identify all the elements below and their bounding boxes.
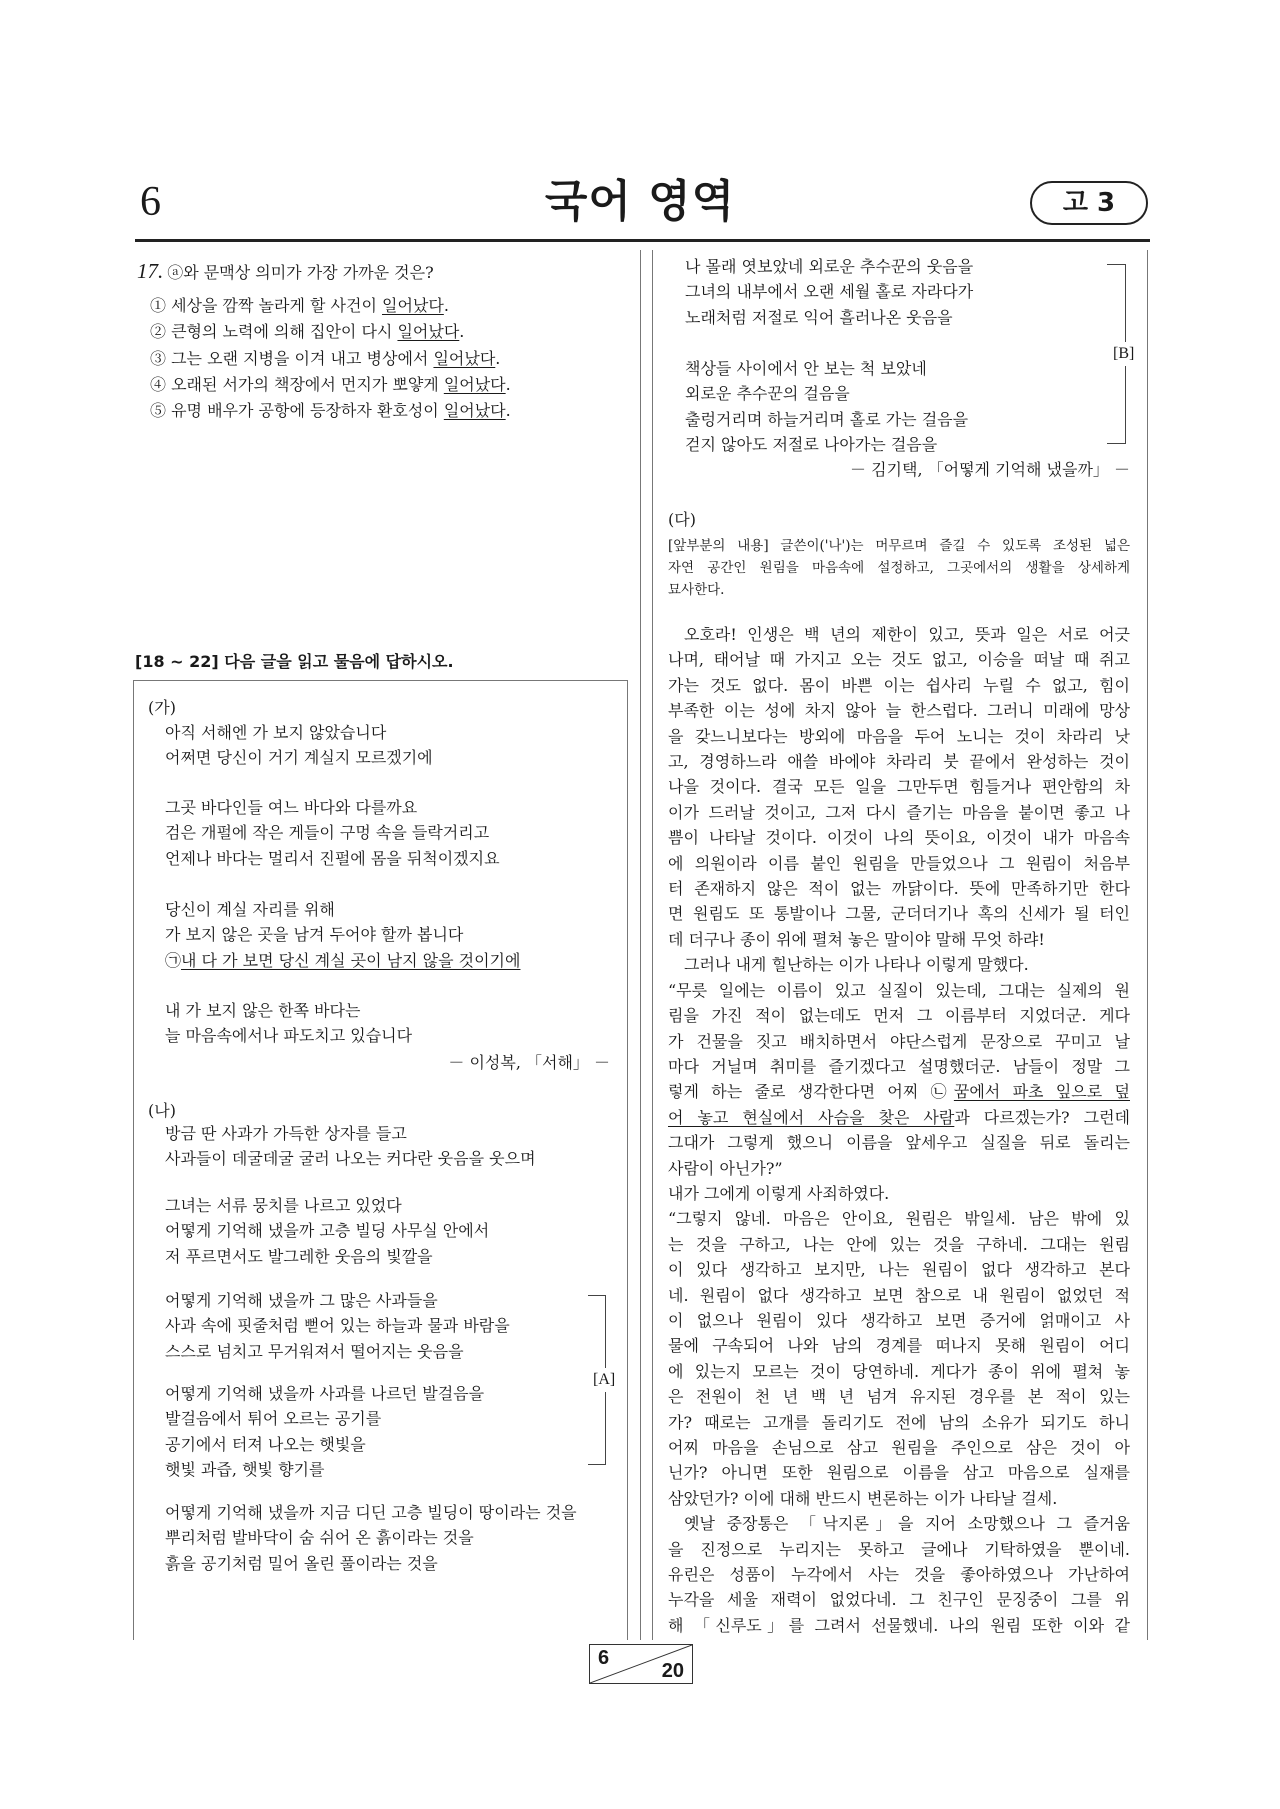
poem-line xyxy=(165,948,520,973)
prose-line: 을 진정으로 누리지는 못하고 글에나 기탁하였을 뿐이네. xyxy=(668,1539,1130,1559)
stanza xyxy=(165,1121,536,1172)
stanza xyxy=(165,720,433,771)
attribution: － 김기택, 「어떻게 기억해 냈을까」 － xyxy=(850,460,1130,479)
prose-line: 옛날 중장통은 「낙지론」을 지어 소망했으나 그 즐거움 xyxy=(684,1514,1130,1534)
poem-line: 사과 속에 핏줄처럼 뻗어 있는 하늘과 물과 바람을 xyxy=(165,1316,510,1336)
poem-line: 공기에서 터져 나오는 햇빛을 xyxy=(165,1434,366,1454)
text: 과 다르겠는가? 그런데 xyxy=(954,1107,1130,1127)
summary-line: 묘사한다. xyxy=(668,582,725,598)
prose-line: 는 것을 구하고, 나는 안에 있는 것을 구하네. 그대는 원림 xyxy=(668,1234,1130,1254)
stanza xyxy=(165,998,412,1049)
text: ④ 오래된 서가의 책장에서 먼지가 뽀얗게 xyxy=(150,374,444,394)
poem-line: 나 몰래 엿보았네 외로운 추수꾼의 웃음을 xyxy=(685,257,974,276)
bracket-b-label: [B] xyxy=(1113,342,1134,366)
poem-line: 스스로 넘치고 무거워져서 떨어지는 웃음을 xyxy=(165,1341,464,1361)
prose-line: 그러나 내게 힐난하는 이가 나타나 이렇게 말했다. xyxy=(684,955,1029,975)
prose-line: 나며, 태어날 때 가지고 오는 것도 없고, 이승을 떠날 때 쥐고 xyxy=(668,650,1130,670)
prose-line xyxy=(668,1105,1130,1130)
prose-line: 이 없으나 원림이 있다 생각하고 보면 증거에 얽매이고 사 xyxy=(668,1310,1130,1330)
poem-line: 저 푸르면서도 발그레한 웃음의 빛깔을 xyxy=(165,1246,433,1266)
stanza xyxy=(685,356,968,457)
poem-line: 어쩌면 당신이 거기 계실지 모르겠기에 xyxy=(165,748,433,768)
question-prompt: ⓐ와 문맥상 의미가 가장 가까운 것은? xyxy=(167,263,434,282)
prose-line: 쁨이 나타날 것이다. 이것이 나의 뜻이요, 이것이 내가 마음속 xyxy=(668,828,1130,848)
stanza xyxy=(165,1193,489,1269)
prose-line: “무릇 일에는 이름이 있고 실질이 있는데, 그대는 실제의 원 xyxy=(668,980,1130,1000)
poem-line: 그곳 바다인들 여느 바다와 다를까요 xyxy=(165,798,418,817)
stanza xyxy=(165,1381,484,1482)
poem-line: 출렁거리며 하늘거리며 홀로 가는 걸음을 xyxy=(685,409,969,429)
question-17 xyxy=(137,258,434,286)
text: . xyxy=(443,296,449,315)
poem-line: 햇빛 과즙, 햇빛 향기를 xyxy=(165,1459,325,1479)
prose-line: 삼았던가? 이에 대해 반드시 변론하는 이가 나타날 걸세. xyxy=(668,1488,1058,1508)
prose-line: 가 건물을 짓고 배치하면서 야단스럽게 문장으로 꾸미고 날 xyxy=(668,1031,1130,1051)
poem-line: 어떻게 기억해 냈을까 사과를 나르던 발걸음을 xyxy=(165,1384,485,1403)
underlined-text: 일어났다 xyxy=(433,348,496,368)
left-box-left-border xyxy=(133,680,134,1640)
poem-line: 책상들 사이에서 안 보는 척 보았네 xyxy=(685,359,927,378)
prose-line: 을 갖느니보다는 방외에 마음을 두어 노니는 것이 차라리 낫 xyxy=(668,726,1130,746)
underlined-text: 일어났다 xyxy=(443,374,506,394)
underlined-text: 꿈에서 파초 잎으로 덮 xyxy=(953,1082,1130,1102)
text: ⑤ 유명 배우가 공항에 등장하자 환호성이 xyxy=(150,401,444,421)
poem-line: 어떻게 기억해 냈을까 고층 빌딩 사무실 안에서 xyxy=(165,1221,490,1241)
grade-badge: 고 3 xyxy=(1030,181,1148,225)
page-title: 국어 영역 xyxy=(544,176,736,227)
summary-line: [앞부분의 내용] 글쓴이('나')는 머무르며 즐길 수 있도록 조성된 넓은 xyxy=(668,538,1130,554)
header-rule xyxy=(135,239,1150,242)
prose-line: 물에 구속되어 나와 남의 경계를 떠나지 못해 원림이 어디 xyxy=(668,1336,1130,1356)
text: ㉠ xyxy=(165,950,182,970)
prose-line: 고, 경영하느라 애쓸 바에야 차라리 붓 끝에서 완성하는 것이 xyxy=(668,752,1130,772)
poem-line: 노래처럼 저절로 익어 흘러나온 웃음을 xyxy=(685,307,953,327)
prose-line: 나을 것이다. 결국 모든 일을 그만두면 힘들거나 편안함의 차 xyxy=(668,777,1130,797)
poem-line: 뿌리처럼 발바닥이 숨 쉬어 온 흙이라는 것을 xyxy=(165,1528,474,1548)
stanza xyxy=(165,1500,577,1576)
prose-line: 가? 때로는 고개를 돌리기도 전에 남의 소유가 되기도 하니 xyxy=(668,1412,1130,1432)
passage-prose xyxy=(668,622,1130,1638)
text: ③ 그는 오랜 지병을 이겨 내고 병상에서 xyxy=(150,348,434,368)
poem-line: 어떻게 기억해 냈을까 지금 디딘 고층 빌딩이 땅이라는 것을 xyxy=(165,1503,577,1522)
poem-line: 아직 서해엔 가 보지 않았습니다 xyxy=(165,723,387,742)
passage-da-label: (다) xyxy=(668,510,696,529)
passage-na-label: (나) xyxy=(148,1101,176,1120)
prose-line: 터 존재하지 않은 적이 없는 까닭이다. 뜻에 만족하기만 한다 xyxy=(668,879,1130,899)
text: . xyxy=(459,322,465,342)
stanza xyxy=(165,795,500,871)
prose-line: 에 의원이라 이름 붙인 원림을 만들었으나 그 원림이 처음부 xyxy=(668,853,1130,873)
stanza xyxy=(165,897,520,973)
passage-ga-label: (가) xyxy=(148,698,176,717)
column-divider xyxy=(640,250,641,1640)
stanza xyxy=(685,254,973,330)
question-set-heading: [18 ~ 22] 다음 글을 읽고 물음에 답하시오. xyxy=(135,652,454,671)
prose-line: 이가 드러날 것이고, 그저 다시 즐기는 마음을 붙이면 좋고 나 xyxy=(668,802,1130,822)
poem-line: 늘 마음속에서나 파도치고 있습니다 xyxy=(165,1026,413,1046)
prose-line: 내가 그에게 이렇게 사죄하였다. xyxy=(668,1183,890,1203)
poem-line: 외로운 추수꾼의 걸음을 xyxy=(685,384,850,404)
text: ① 세상을 깜짝 놀라게 할 사건이 xyxy=(150,296,382,315)
answer-option xyxy=(150,319,511,345)
poem-line: 당신이 계실 자리를 위해 xyxy=(165,900,335,919)
poem-line: 검은 개펄에 작은 게들이 구멍 속을 들락거리고 xyxy=(165,823,490,843)
prose-line: 마다 거닐며 취미를 즐기겠다고 설명했더군. 남들이 정말 그 xyxy=(668,1056,1130,1076)
answer-option xyxy=(150,293,511,319)
text: 렇게 하는 줄로 생각한다면 어찌 ㉡ xyxy=(668,1082,954,1102)
prose-line: 은 전원이 천 년 백 년 넘겨 유지된 경우를 본 적이 있는 xyxy=(668,1387,1130,1407)
left-box-top-border xyxy=(133,680,628,681)
poem-line: 걷지 않아도 저절로 나아가는 걸음을 xyxy=(685,434,938,454)
text: . xyxy=(495,348,501,368)
poem-line: 내 가 보지 않은 한쪽 바다는 xyxy=(165,1001,361,1020)
poem-line: 그녀는 서류 뭉치를 나르고 있었다 xyxy=(165,1196,402,1215)
attribution: － 이성복, 「서해」 － xyxy=(448,1053,610,1072)
prose-line: 네. 원림이 없다 생각하고 보면 참으로 내 원림이 없었던 적 xyxy=(668,1285,1130,1305)
left-box-right-border xyxy=(627,680,628,1640)
prose-line: 어찌 마음을 손님으로 삼고 원림을 주인으로 삼은 것이 아 xyxy=(668,1438,1130,1457)
prose-line: 림을 가진 적이 없는데도 먼저 그 이름부터 지었더군. 게다 xyxy=(668,1006,1130,1026)
question-number: 17. xyxy=(137,259,164,283)
text: . xyxy=(505,374,511,394)
answer-option xyxy=(150,372,511,398)
underlined-text: 어 놓고 현실에서 사슴을 찾은 사람 xyxy=(668,1107,955,1127)
prose-line: 유린은 성품이 누각에서 사는 것을 좋아하였으나 가난하여 xyxy=(668,1565,1130,1585)
page-indicator xyxy=(589,1644,693,1684)
poem-line: 방금 딴 사과가 가득한 상자를 들고 xyxy=(165,1124,407,1143)
current-page: 6 xyxy=(598,1647,610,1669)
prose-line: 그대가 그렇게 했으니 이름을 앞세우고 실질을 뒤로 돌리는 xyxy=(668,1133,1130,1153)
prose-line: 사람이 아닌가?” xyxy=(668,1158,783,1178)
prose-line: 에 있는지 모르는 것이 당연하네. 게다가 종이 위에 펼쳐 놓 xyxy=(668,1361,1130,1381)
prose-line: 오호라! 인생은 백 년의 제한이 있고, 뜻과 일은 서로 어긋 xyxy=(684,625,1130,644)
prose-line: 면 원림도 또 통발이나 그물, 군더더기나 혹의 신세가 될 터인 xyxy=(668,904,1130,924)
answer-option xyxy=(150,346,511,372)
poem-line: 어떻게 기억해 냈을까 그 많은 사과들을 xyxy=(165,1291,438,1310)
prose-line: 가는 것도 없다. 몸이 바쁜 이는 쉽사리 누릴 수 없고, 힘이 xyxy=(668,675,1130,695)
bracket-a-label: [A] xyxy=(593,1368,615,1392)
poem-line: 가 보지 않은 곳을 남겨 두어야 할까 봅니다 xyxy=(165,925,464,945)
poem-line: 발걸음에서 튀어 오르는 공기를 xyxy=(165,1409,382,1429)
prose-line: 닌가? 아니면 또한 원림으로 이름을 삼고 마음으로 실재를 xyxy=(668,1463,1130,1483)
answer-option xyxy=(150,398,511,424)
total-pages: 20 xyxy=(661,1660,684,1682)
prose-line: 부족한 이는 성에 차지 않아 늘 한스럽다. 그러니 미래에 망상 xyxy=(668,701,1130,721)
stanza xyxy=(165,1288,510,1364)
poem-line: 사과들이 데굴데굴 굴러 나오는 커다란 웃음을 웃으며 xyxy=(165,1149,536,1169)
page-number: 6 xyxy=(140,179,161,225)
poem-line: 그녀의 내부에서 오랜 세월 홀로 자라다가 xyxy=(685,282,974,302)
prose-line: 이 있다 생각하고 보지만, 나는 원림이 없다 생각하고 본다 xyxy=(668,1260,1130,1280)
underlined-text: 일어났다 xyxy=(382,296,444,315)
summary-line: 자연 공간인 원림을 마음속에 설정하고, 그곳에서의 생활을 상세하게 xyxy=(668,560,1130,576)
right-box-left-border xyxy=(652,250,653,1640)
prose-line: 데 더구나 종이 위에 펼쳐 놓은 말이야 말해 무엇 하랴! xyxy=(668,929,1045,949)
underlined-text: 내 다 가 보면 당신 계실 곳이 남지 않을 것이기에 xyxy=(181,950,521,970)
poem-line: 흙을 공기처럼 밀어 올린 풀이라는 것을 xyxy=(165,1553,438,1573)
underlined-text: 일어났다 xyxy=(397,322,460,342)
right-box-right-border xyxy=(1147,250,1148,1640)
underlined-text: 일어났다 xyxy=(443,401,506,421)
text: ② 큰형의 노력에 의해 집안이 다시 xyxy=(150,322,398,342)
answer-options xyxy=(150,293,511,424)
passage-summary xyxy=(668,535,1130,601)
prose-line: 누각을 세울 재력이 없었다네. 그 친구인 문징중이 그를 위 xyxy=(668,1590,1130,1610)
prose-line: “그렇지 않네. 마음은 안이요, 원림은 밖일세. 남은 밖에 있 xyxy=(668,1209,1130,1229)
text: . xyxy=(505,401,511,421)
prose-line: 해 「신루도」를 그려서 선물했네. 나의 원림 또한 이와 같 xyxy=(668,1615,1130,1635)
poem-line: 언제나 바다는 멀리서 진펄에 몸을 뒤척이겠지요 xyxy=(165,848,500,868)
prose-line xyxy=(668,1079,1130,1104)
